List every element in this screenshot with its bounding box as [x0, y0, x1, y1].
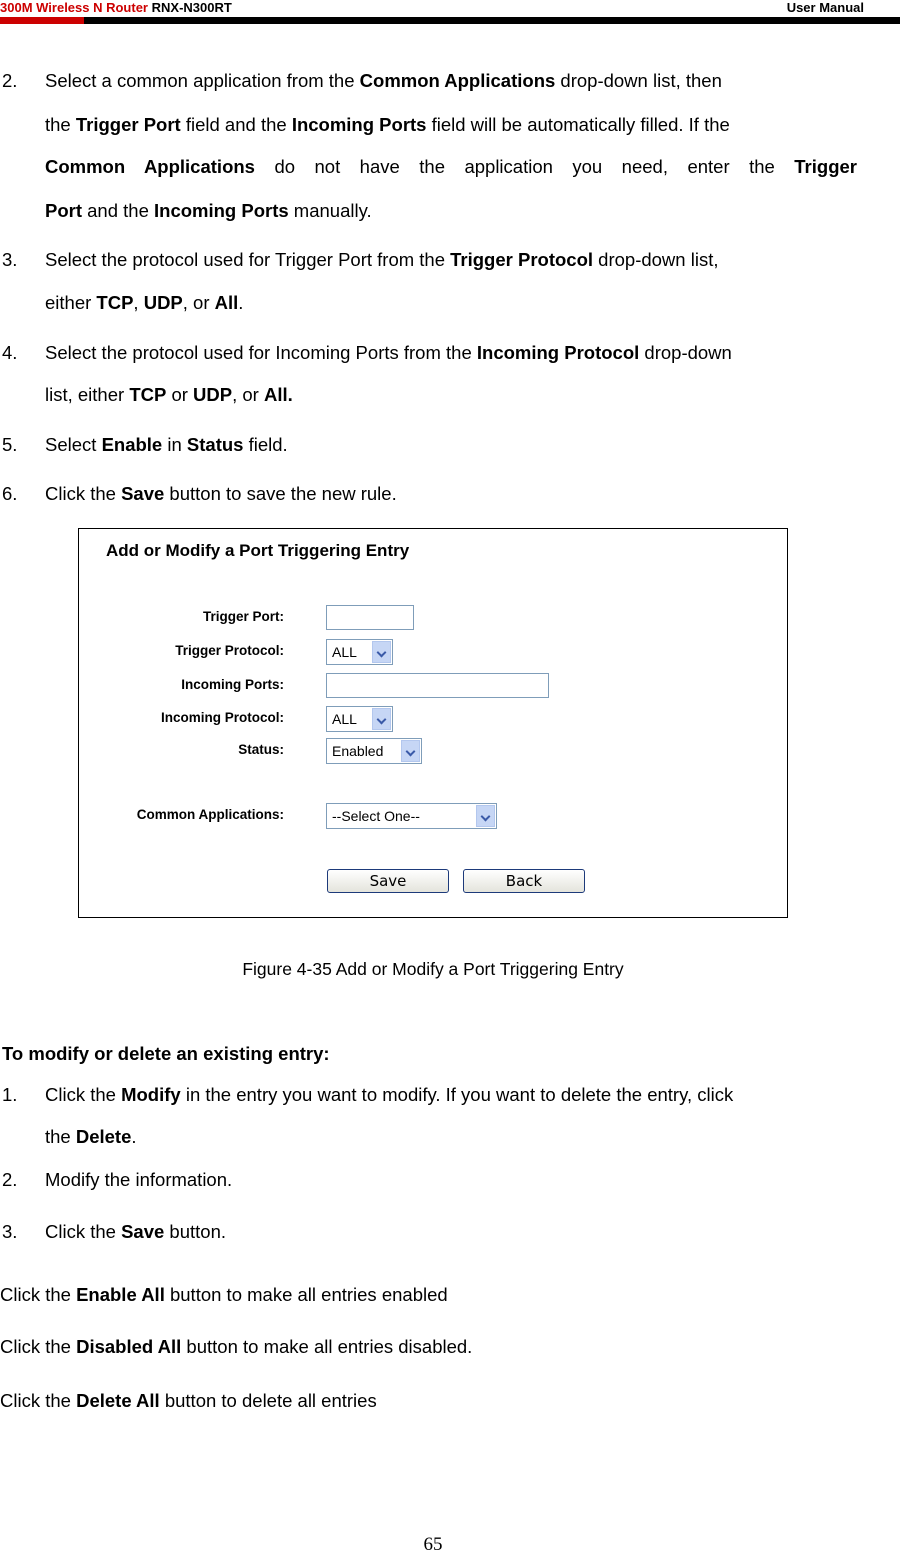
form-title: Add or Modify a Port Triggering Entry	[106, 541, 410, 560]
chevron-down-icon	[476, 805, 495, 827]
step-text: Select the protocol used for Incoming Ports from the Incoming Protocol drop-down	[45, 342, 732, 363]
step-text: Select a common application from the Common Applications drop-down list, then	[45, 70, 722, 91]
back-button[interactable]: Back	[463, 869, 585, 893]
common-applications-label: Common Applications:	[136, 807, 284, 822]
step-number: 2.	[2, 1169, 18, 1190]
step-text: Select Enable in Status field.	[45, 434, 288, 455]
header-rule-accent	[0, 17, 84, 24]
step-text: the Delete.	[45, 1126, 137, 1147]
header-model: RNX-N300RT	[151, 0, 232, 15]
header-brand: 300M Wireless N Router	[0, 0, 148, 15]
note-text: Click the Delete All button to delete all entries	[0, 1390, 377, 1411]
step-text: Port and the Incoming Ports manually.	[45, 200, 372, 221]
trigger-protocol-value: ALL	[332, 644, 357, 660]
header-rule	[0, 17, 900, 24]
section-heading: To modify or delete an existing entry:	[2, 1043, 330, 1064]
header-title	[0, 0, 232, 15]
step-text: Common Applications do not have the application you need, enter the Trigger	[45, 156, 857, 177]
chevron-down-icon	[401, 740, 420, 762]
note-text: Click the Enable All button to make all entries enabled	[0, 1284, 448, 1305]
step-number: 4.	[2, 342, 18, 363]
trigger-protocol-select[interactable]	[326, 639, 393, 665]
chevron-down-icon	[372, 708, 391, 730]
chevron-down-icon	[372, 641, 391, 663]
trigger-port-label: Trigger Port:	[202, 609, 284, 624]
step-text: Click the Save button to save the new rule.	[45, 483, 397, 504]
header-manual: User Manual	[786, 0, 864, 15]
status-select[interactable]	[326, 738, 422, 764]
step-text: either TCP, UDP, or All.	[45, 292, 244, 313]
page-number: 65	[423, 1534, 443, 1555]
step-number: 2.	[2, 70, 18, 91]
common-applications-select[interactable]	[326, 803, 497, 829]
note-text: Click the Disabled All button to make all entries disabled.	[0, 1336, 473, 1357]
step-number: 5.	[2, 434, 18, 455]
status-label: Status:	[238, 742, 284, 757]
incoming-protocol-select[interactable]	[326, 706, 393, 732]
trigger-port-input[interactable]	[326, 605, 414, 630]
status-value: Enabled	[332, 743, 384, 759]
step-number: 1.	[2, 1084, 18, 1105]
step-text: the Trigger Port field and the Incoming Ports field will be automatically filled. If the	[45, 114, 730, 135]
port-triggering-form-screenshot	[78, 528, 788, 918]
incoming-protocol-label: Incoming Protocol:	[161, 710, 284, 725]
step-text: Click the Save button.	[45, 1221, 227, 1242]
incoming-protocol-value: ALL	[332, 711, 357, 727]
step-text: Click the Modify in the entry you want to modify. If you want to delete the entry, click	[45, 1084, 734, 1105]
step-number: 6.	[2, 483, 18, 504]
step-number: 3.	[2, 249, 18, 270]
common-applications-value: --Select One--	[332, 808, 420, 824]
save-button[interactable]: Save	[327, 869, 449, 893]
incoming-ports-label: Incoming Ports:	[181, 677, 284, 692]
step-text: Select the protocol used for Trigger Port from the Trigger Protocol drop-down list,	[45, 249, 719, 270]
step-text: Modify the information.	[45, 1169, 233, 1190]
step-number: 3.	[2, 1221, 18, 1242]
incoming-ports-input[interactable]	[326, 673, 549, 698]
figure-caption: Figure 4-35 Add or Modify a Port Triggering Entry	[242, 959, 624, 979]
trigger-protocol-label: Trigger Protocol:	[175, 643, 284, 658]
step-text: list, either TCP or UDP, or All.	[45, 384, 293, 405]
